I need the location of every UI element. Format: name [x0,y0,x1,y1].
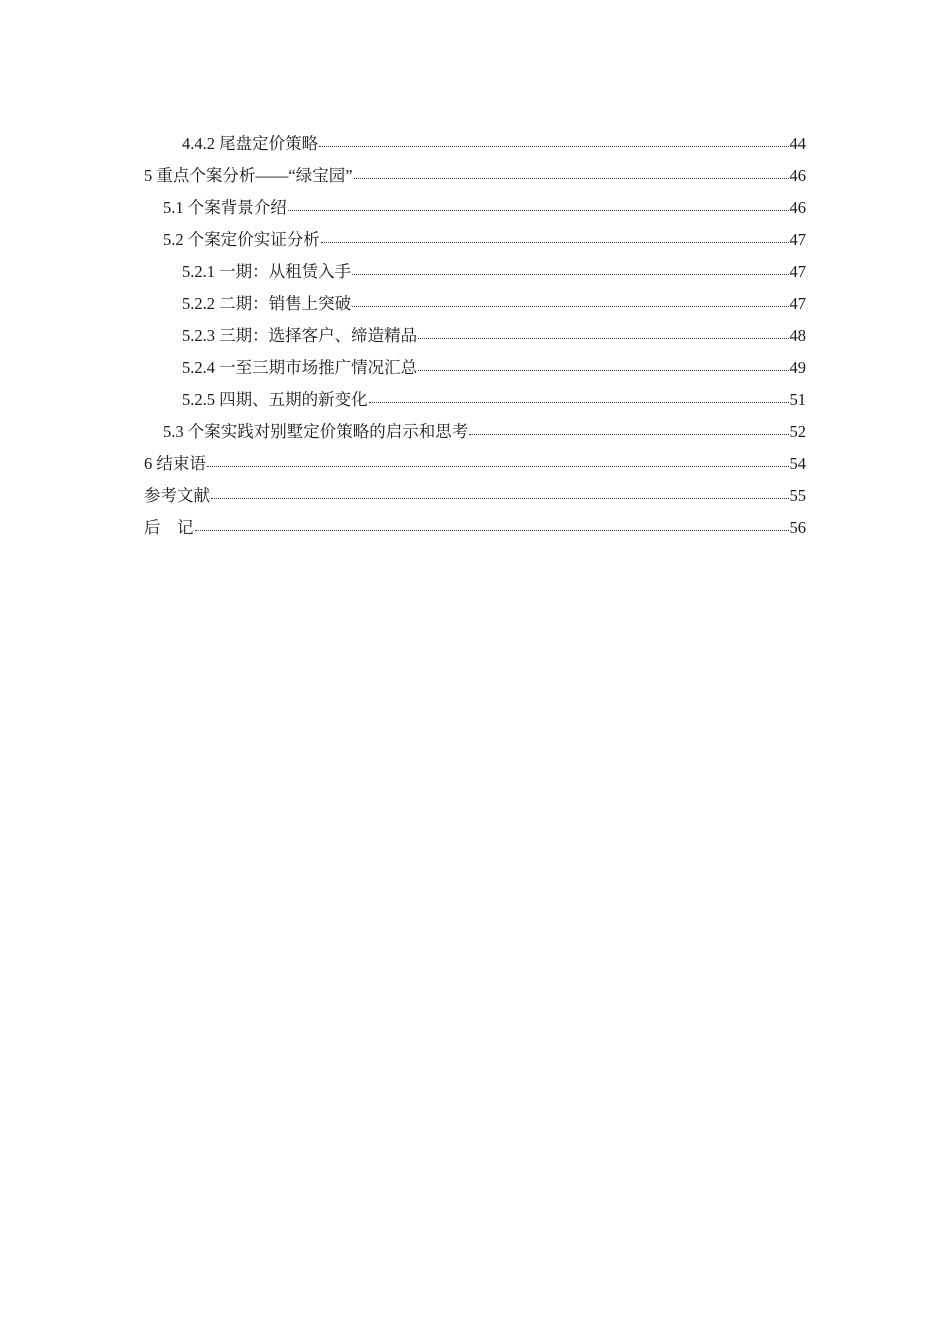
toc-entry[interactable] [144,416,806,448]
toc-leader-dots [352,305,788,307]
toc-leader-dots [418,337,788,339]
toc-entry-page: 56 [789,518,806,537]
toc-entry-page: 47 [789,230,806,249]
toc-leader-dots [469,433,788,435]
toc-entry[interactable] [144,448,806,480]
toc-entry[interactable] [144,384,806,416]
toc-leader-dots [207,465,789,467]
toc-entry-page: 46 [789,198,806,217]
toc-entry[interactable] [144,128,806,160]
toc-entry[interactable] [144,256,806,288]
toc-entry-label: 5.3 个案实践对别墅定价策略的启示和思考 [163,422,469,441]
toc-entry-label: 5.2.4 一至三期市场推广情况汇总 [182,358,418,377]
toc-leader-dots [369,401,789,403]
toc-entry-page: 54 [789,454,806,473]
toc-entry-label: 5.2.3 三期：选择客户、缔造精品 [182,326,418,345]
toc-entry[interactable] [144,512,806,544]
toc-leader-dots [352,273,788,275]
toc-leader-dots [354,177,789,179]
table-of-contents [144,128,806,544]
toc-leader-dots [319,145,788,147]
toc-leader-dots [418,369,788,371]
toc-entry-label: 参考文献 [144,486,210,505]
toc-leader-dots [195,529,789,531]
toc-entry[interactable] [144,352,806,384]
toc-leader-dots [321,241,789,243]
toc-entry-page: 44 [789,134,806,153]
toc-entry-page: 52 [789,422,806,441]
toc-entry-page: 49 [789,358,806,377]
toc-leader-dots [211,497,789,499]
toc-entry-label: 后 记 [144,518,194,537]
toc-entry-page: 47 [789,262,806,281]
toc-entry-label: 5.2.1 一期：从租赁入手 [182,262,352,281]
toc-entry[interactable] [144,320,806,352]
toc-entry[interactable] [144,192,806,224]
toc-entry[interactable] [144,480,806,512]
toc-entry[interactable] [144,288,806,320]
toc-entry-page: 48 [789,326,806,345]
toc-entry-label: 5.1 个案背景介绍 [163,198,287,217]
toc-entry-page: 51 [789,390,806,409]
toc-entry-label: 5.2.5 四期、五期的新变化 [182,390,368,409]
toc-entry-page: 46 [789,166,806,185]
toc-entry[interactable] [144,160,806,192]
toc-entry[interactable] [144,224,806,256]
toc-entry-label: 6 结束语 [144,454,206,473]
toc-entry-page: 55 [789,486,806,505]
toc-entry-label: 4.4.2 尾盘定价策略 [182,134,319,153]
toc-entry-label: 5 重点个案分析——“绿宝园” [144,166,353,185]
toc-entry-label: 5.2 个案定价实证分析 [163,230,320,249]
toc-entry-page: 47 [789,294,806,313]
toc-entry-label: 5.2.2 二期：销售上突破 [182,294,352,313]
toc-leader-dots [288,209,789,211]
